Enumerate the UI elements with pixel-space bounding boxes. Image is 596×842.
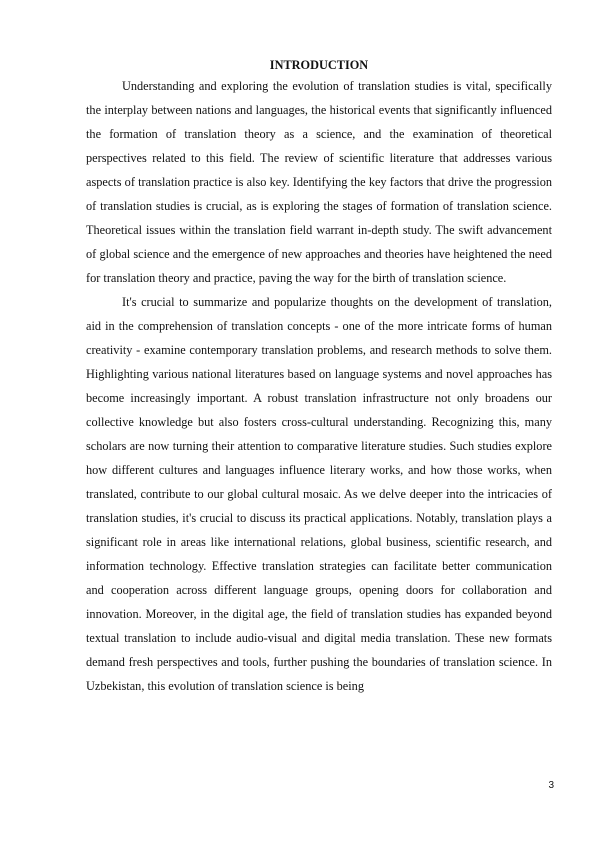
paragraph-1: Understanding and exploring the evolution of translation studies is vital, specifically the interplay between nations and languages, the historical events that significantly influenced the formation of translation theory as a science, and the examination of theoretical perspectives related to this field. The review of scientific literature that addresses various aspects of translation practice is also key. Identifying the key factors that drive the progression of translation studies is crucial, as is exploring the stages of formation of translation science. Theoretical issues within the translation field warrant in-depth study. The swift advancement of global science and the emergence of new approaches and theories have heightened the need for translation theory and practice, paving the way for the birth of translation science.: [86, 79, 552, 285]
section-heading: INTRODUCTION: [269, 58, 369, 72]
page-number: 3: [548, 780, 554, 791]
page-body: [86, 56, 552, 698]
paragraph-2: It's crucial to summarize and popularize thoughts on the development of translation, aid in the comprehension of translation concepts - one of the more intricate forms of human creativity - examine contemporary translation problems, and research methods to solve them. Highlighting various national literatures based on language systems and novel approaches has become increasingly important. A robust translation infrastructure not only broadens our collective knowledge but also fosters cross-cultural understanding. Recognizing this, many scholars are now turning their attention to comparative literature studies. Such studies explore how different cultures and languages influence literary works, and how those works, when translated, contribute to our global cultural mosaic. As we delve deeper into the intricacies of translation studies, it's crucial to discuss its practical applications. Notably, translation plays a significant role in areas like international relations, global business, scientific research, and information technology. Effective translation strategies can facilitate better communication and cooperation across different language groups, opening doors for collaboration and innovation. Moreover, in the digital age, the field of translation studies has expanded beyond textual translation to include audio-visual and digital media translation. These new formats demand fresh perspectives and tools, further pushing the boundaries of translation science. In Uzbekistan, this evolution of translation science is being: [86, 295, 552, 693]
